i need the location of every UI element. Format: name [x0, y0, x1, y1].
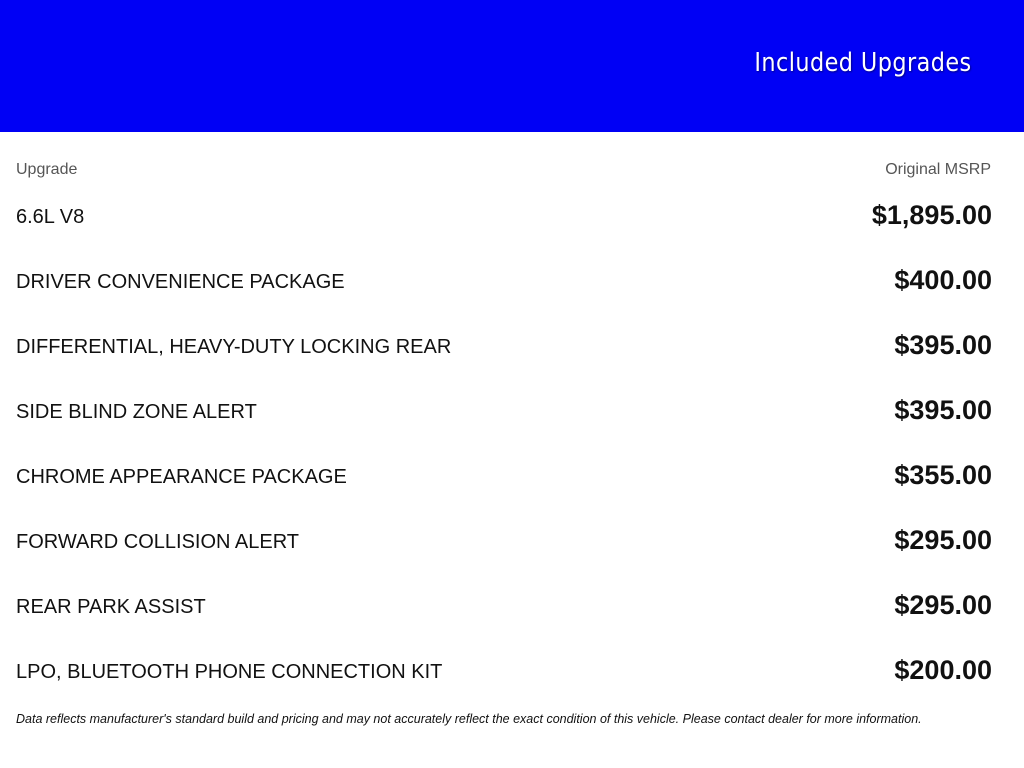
list-item — [16, 380, 992, 445]
upgrade-name: REAR PARK ASSIST — [16, 596, 206, 618]
list-item — [16, 315, 992, 380]
list-item — [16, 250, 992, 315]
upgrade-name: CHROME APPEARANCE PACKAGE — [16, 466, 347, 488]
upgrade-name: DIFFERENTIAL, HEAVY-DUTY LOCKING REAR — [16, 336, 452, 358]
upgrade-name: FORWARD COLLISION ALERT — [16, 531, 300, 553]
upgrade-price: $400.00 — [894, 265, 992, 295]
upgrade-name: DRIVER CONVENIENCE PACKAGE — [16, 271, 345, 293]
disclaimer-text: Data reflects manufacturer's standard build and pricing and may not accurately reflect the exact condition of this vehicle. Please contact dealer for more information. — [16, 712, 922, 726]
column-header-upgrade: Upgrade — [16, 161, 78, 178]
upgrade-price: $295.00 — [894, 590, 992, 620]
list-item — [16, 575, 992, 640]
upgrades-list — [16, 185, 992, 705]
header-banner — [0, 0, 1024, 132]
upgrade-price: $295.00 — [894, 525, 992, 555]
column-header-msrp: Original MSRP — [885, 161, 991, 178]
upgrade-name: LPO, BLUETOOTH PHONE CONNECTION KIT — [16, 661, 443, 683]
list-item — [16, 640, 992, 705]
upgrade-price: $200.00 — [894, 655, 992, 685]
upgrade-price: $355.00 — [894, 460, 992, 490]
list-item — [16, 185, 992, 250]
page-title: Included Upgrades — [754, 48, 972, 78]
upgrade-price: $395.00 — [894, 395, 992, 425]
list-item — [16, 445, 992, 510]
upgrade-price: $395.00 — [894, 330, 992, 360]
upgrade-name: 6.6L V8 — [16, 206, 85, 228]
upgrade-name: SIDE BLIND ZONE ALERT — [16, 401, 257, 423]
list-item — [16, 510, 992, 575]
upgrade-price: $1,895.00 — [871, 200, 992, 230]
